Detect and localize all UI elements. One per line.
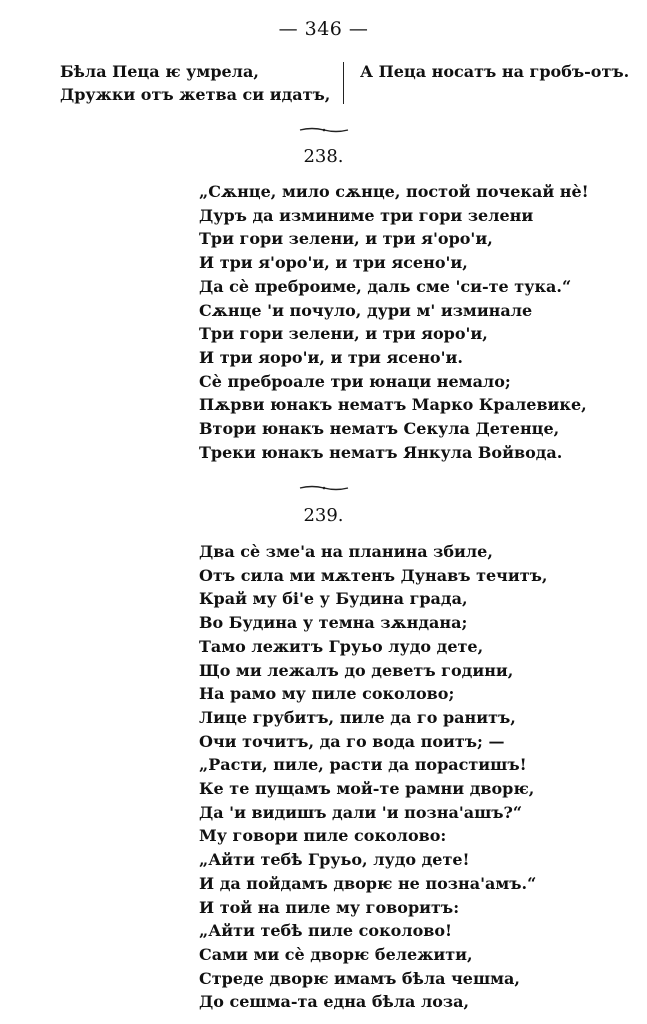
verse-line: „Расти, пиле, расти да порастишъ! bbox=[199, 755, 527, 775]
song-number: 238. bbox=[303, 146, 344, 167]
verse-line: Во Будина у темна зѫндана; bbox=[199, 613, 468, 633]
verse-line: А Пеца носатъ на гробъ-отъ. bbox=[360, 62, 630, 81]
song-239-verse bbox=[199, 540, 548, 1014]
verse-line: Сѐ преброале три юнаци немало; bbox=[199, 371, 511, 391]
verse-line: И три яоро'и, и три ясено'и. bbox=[199, 347, 463, 367]
verse-line: Треки юнакъ нематъ Янкула Войвода. bbox=[199, 442, 563, 462]
verse-line: Стреде дворѥ имамъ бѣла чешма, bbox=[199, 968, 520, 988]
verse-line: Бѣла Пеца ѥ умрела, bbox=[60, 62, 259, 81]
verse-line: Да сѐ преброиме, даль сме 'си-те тука.“ bbox=[199, 276, 572, 296]
verse-line: Дуръ да изминиме три гори зелени bbox=[199, 205, 534, 225]
verse-line: Три гори зелени, и три я'оро'и, bbox=[199, 229, 493, 249]
verse-line: „Айти тебѣ Груьо, лудо дете! bbox=[199, 850, 470, 870]
column-divider bbox=[343, 62, 344, 104]
intro-left-column bbox=[60, 60, 330, 106]
verse-line: И три я'оро'и, и три ясено'и, bbox=[199, 253, 468, 273]
intro-verse-block bbox=[60, 60, 630, 106]
verse-line: „Айти тебѣ пиле соколово! bbox=[199, 921, 453, 941]
song-238-verse bbox=[199, 180, 589, 464]
intro-right-column bbox=[360, 60, 629, 83]
verse-line: Лице грубитъ, пиле да го ранитъ, bbox=[199, 707, 516, 727]
song-number: 239. bbox=[303, 505, 344, 526]
verse-line: Втори юнакъ нематъ Секула Детенце, bbox=[199, 419, 560, 439]
section-divider-ornament bbox=[0, 119, 647, 127]
verse-line: Три гори зелени, и три яоро'и, bbox=[199, 324, 488, 344]
verse-line: Дружки отъ жетва си идатъ, bbox=[60, 85, 331, 104]
verse-line: Му говори пиле соколово: bbox=[199, 826, 447, 846]
verse-line: До сешма-та една бѣла лоза, bbox=[199, 992, 470, 1012]
verse-line: Тамо лежитъ Груьо лудо дете, bbox=[199, 636, 484, 656]
verse-line: Очи точитъ, да го вода поитъ; — bbox=[199, 731, 505, 751]
verse-line: „Сѫнце, мило сѫнце, постой почекай нѐ! bbox=[199, 182, 589, 201]
verse-line: Сами ми сѐ дворѥ бележити, bbox=[199, 944, 473, 964]
verse-line: Що ми лежалъ до деветъ години, bbox=[199, 660, 514, 680]
verse-line: Два сѐ зме'а на планина збиле, bbox=[199, 542, 493, 561]
verse-line: Отъ сила ми мѫтенъ Дунавъ течитъ, bbox=[199, 565, 548, 585]
verse-line: На рамо му пиле соколово; bbox=[199, 684, 455, 704]
verse-line: Сѫнце 'и почуло, дури м' изминале bbox=[199, 300, 533, 320]
page-number: — 346 — bbox=[278, 18, 369, 40]
verse-line: Ке те пущамъ мой-те рамни дворѥ, bbox=[199, 779, 535, 799]
section-divider-ornament bbox=[0, 477, 647, 485]
verse-line: Да 'и видишъ дали 'и позна'ашъ?“ bbox=[199, 802, 523, 822]
verse-line: И той на пиле му говоритъ: bbox=[199, 897, 460, 917]
verse-line: Пѫрви юнакъ нематъ Марко Кралевике, bbox=[199, 395, 587, 415]
verse-line: Край му бі'е у Будина града, bbox=[199, 589, 468, 609]
verse-line: И да пойдамъ дворѥ не позна'амъ.“ bbox=[199, 873, 537, 893]
